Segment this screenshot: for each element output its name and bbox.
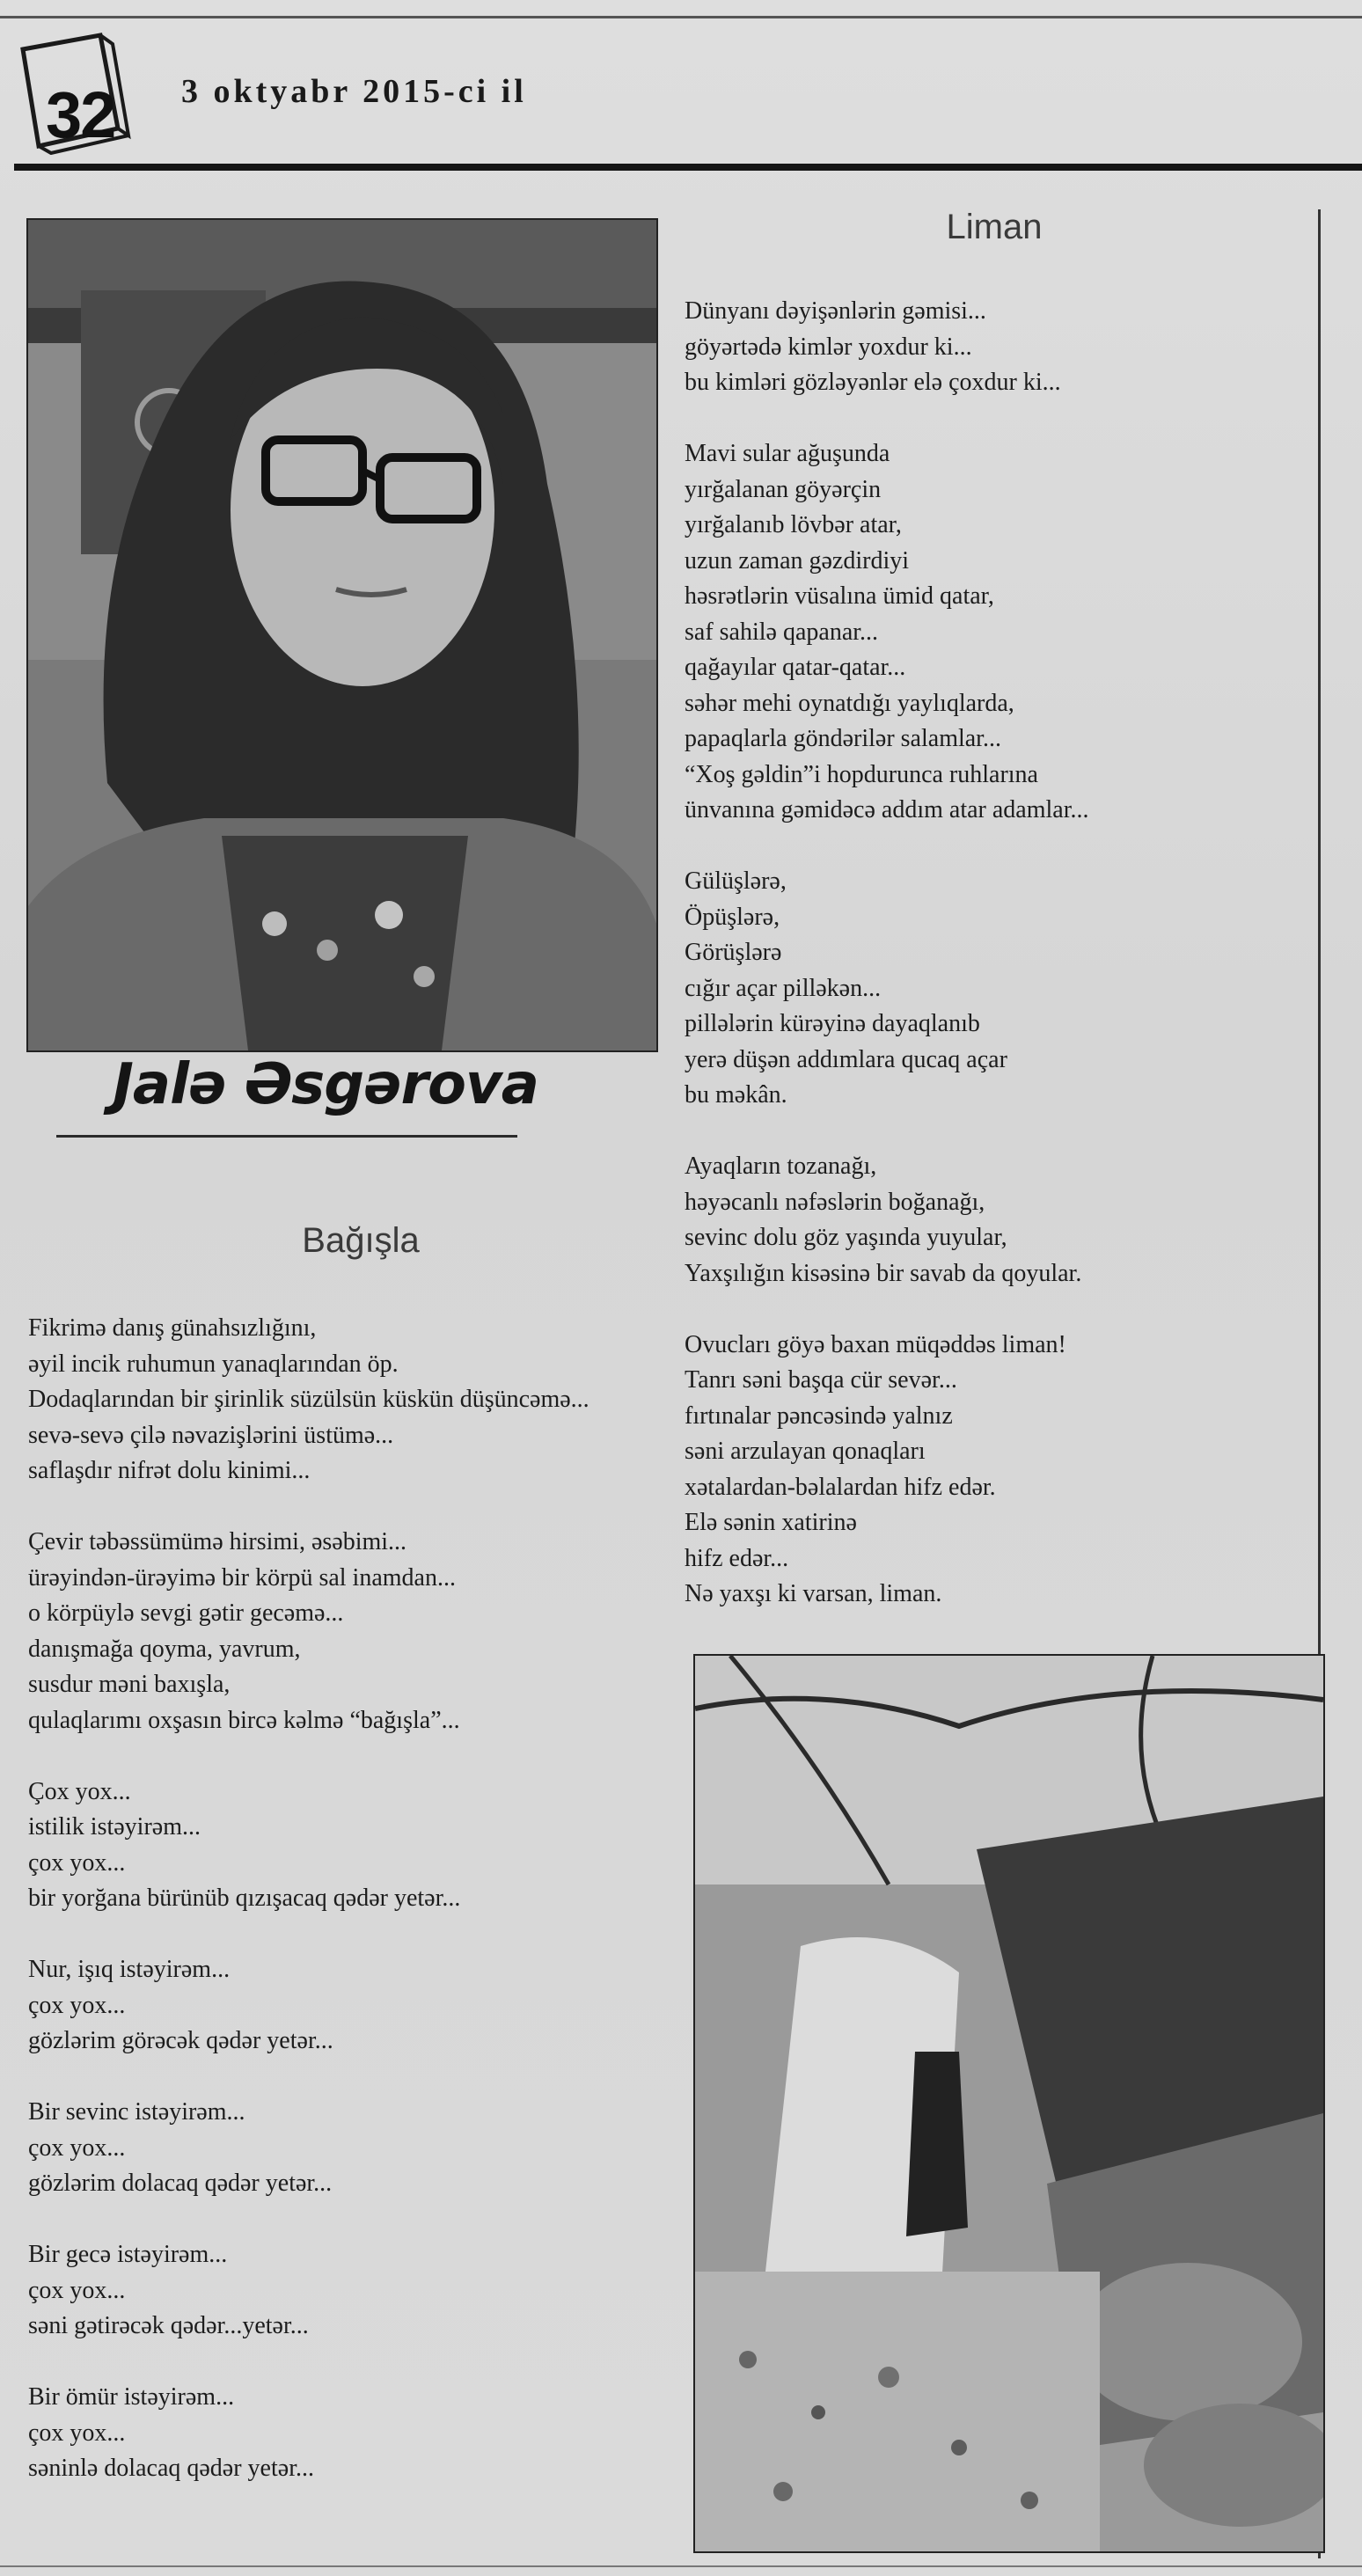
issue-date: 3 oktyabr 2015-ci il	[181, 73, 527, 110]
poem-line: həsrətlərin vüsalına ümid qatar,	[685, 582, 994, 610]
poem-line: Gülüşlərə,	[685, 867, 787, 895]
poem-line: istilik istəyirəm...	[28, 1813, 201, 1841]
poem-line: bu kimləri gözləyənlər elə çoxdur ki...	[685, 369, 1061, 396]
header-rule	[14, 164, 1362, 171]
stanza-gap	[28, 1489, 670, 1526]
poem-line: Tanrı səni başqa cür sevər...	[685, 1366, 957, 1394]
poem-line: səhər mehi oynatdığı yaylıqlarda,	[685, 689, 1014, 717]
poem-line: xətalardan-bəlalardan hifz edər.	[685, 1473, 996, 1501]
poem-line: səninlə dolacaq qədər yetər...	[28, 2455, 314, 2482]
poem-line: sevinc dolu göz yaşında yuyular,	[685, 1224, 1007, 1251]
poem-line: Ovucları göyə baxan müqəddəs liman!	[685, 1330, 1066, 1358]
poem-line: papaqlarla göndərilər salamlar...	[685, 725, 1001, 752]
poem-line: uzun zaman gəzdirdiyi	[685, 546, 910, 574]
poem-line: gözlərim görəcək qədər yetər...	[28, 2027, 333, 2054]
poem-line: Dünyanı dəyişənlərin gəmisi...	[685, 297, 986, 325]
poem-line: ürəyindən-ürəyimə bir körpü sal inamdan...	[28, 1563, 456, 1592]
poem-line: Nur, işıq istəyirəm...	[28, 1956, 231, 1983]
poem-line: Elə sənin xatirinə	[685, 1509, 857, 1536]
poem-line: ünvanına gəmidəcə addım atar adamlar...	[685, 796, 1089, 823]
stanza-gap	[685, 829, 1300, 865]
poem-line: bir yorğana bürünüb qızışacaq qədər yetər...	[28, 1884, 461, 1912]
poem-line: hifz edər...	[685, 1544, 789, 1572]
poem-line: göyərtədə kimlər yoxdur ki...	[685, 333, 972, 361]
poem-line: Ayaqların tozanağı,	[685, 1153, 877, 1180]
poem-liman	[685, 294, 1300, 1613]
poem-line: Nə yaxşı ki varsan, liman.	[685, 1580, 942, 1607]
waterfall-photo	[693, 1654, 1325, 2553]
poem-line: çox yox...	[28, 2133, 126, 2162]
poem-line: pillələrin kürəyinə dayaqlanıb	[685, 1010, 980, 1037]
top-rule	[0, 16, 1362, 18]
poem-line: yırğalanan göyərçin	[685, 475, 882, 503]
author-name-underline	[56, 1135, 517, 1138]
poem-bagisla	[28, 1311, 670, 2487]
poem-line: Fikrimə danış günahsızlığını,	[28, 1314, 317, 1342]
poem-title-liman: Liman	[946, 208, 1043, 246]
poem-line: Dodaqlarından bir şirinlik süzülsün küskün düşüncəmə...	[28, 1386, 589, 1413]
stanza-gap	[28, 2202, 670, 2238]
poem-line: fırtınalar pəncəsində yalnız	[685, 1401, 953, 1430]
poem-line: sevə-sevə çilə nəvazişlərini üstümə...	[28, 1421, 394, 1449]
poem-line: saf sahilə qapanar...	[685, 618, 879, 646]
page-number: 32	[46, 78, 115, 151]
poem-title-bagisla: Bağışla	[302, 1221, 420, 1260]
poem-line: gözlərim dolacaq qədər yetər...	[28, 2170, 333, 2197]
poem-line: Bir ömür istəyirəm...	[28, 2383, 235, 2411]
stanza-gap	[28, 2060, 670, 2096]
stanza-gap	[28, 2345, 670, 2381]
poem-line: cığır açar pilləkən...	[685, 974, 882, 1002]
poem-line: saflaşdır nifrət dolu kinimi...	[28, 1457, 311, 1484]
stanza-gap	[28, 1917, 670, 1953]
bottom-rule	[0, 2565, 1362, 2567]
poem-line: çox yox...	[28, 1991, 126, 2019]
poem-line: Yaxşılığın kisəsinə bir savab da qoyular.	[685, 1259, 1082, 1287]
poem-line: əyil incik ruhumun yanaqlarından öp.	[28, 1350, 399, 1378]
poem-line: Görüşlərə	[685, 939, 782, 966]
poem-line: bu məkân.	[685, 1081, 787, 1109]
poem-line: Bir gecə istəyirəm...	[28, 2241, 228, 2268]
poem-line: o körpüylə sevgi gətir gecəmə...	[28, 1599, 344, 1627]
poem-line: Çevir təbəssümümə hirsimi, əsəbimi...	[28, 1528, 407, 1555]
poem-line: susdur məni baxışla,	[28, 1671, 231, 1698]
author-name: Jalə Əsgərova	[113, 1052, 538, 1117]
poem-line: səni gətirəcək qədər...yetər...	[28, 2312, 309, 2339]
poem-line: Bir sevinc istəyirəm...	[28, 2098, 245, 2126]
author-portrait-photo	[26, 218, 658, 1052]
poem-line: qulaqlarımı oxşasın bircə kəlmə “bağışla”...	[28, 1706, 460, 1734]
poem-line: “Xoş gəldin”i hopdurunca ruhlarına	[685, 760, 1038, 788]
book-icon	[19, 32, 141, 155]
poem-line: çox yox...	[28, 1848, 126, 1877]
poem-line: çox yox...	[28, 2419, 126, 2447]
stanza-gap	[28, 1738, 670, 1775]
poem-line: danışmağa qoyma, yavrum,	[28, 1635, 301, 1663]
poem-line: həyəcanlı nəfəslərin boğanağı,	[685, 1188, 985, 1216]
stanza-gap	[685, 1292, 1300, 1328]
poem-line: çox yox...	[28, 2276, 126, 2304]
poem-line: Mavi sular ağuşunda	[685, 440, 890, 467]
poem-line: Öpüşlərə,	[685, 903, 780, 931]
poem-line: qağayılar qatar-qatar...	[685, 654, 906, 681]
poem-line: yırğalanıb lövbər atar,	[685, 511, 902, 538]
poem-line: yerə düşən addımlara qucaq açar	[685, 1045, 1007, 1073]
stanza-gap	[685, 401, 1300, 437]
stanza-gap	[685, 1114, 1300, 1150]
poem-line: səni arzulayan qonaqları	[685, 1438, 926, 1465]
poem-line: Çox yox...	[28, 1777, 131, 1805]
